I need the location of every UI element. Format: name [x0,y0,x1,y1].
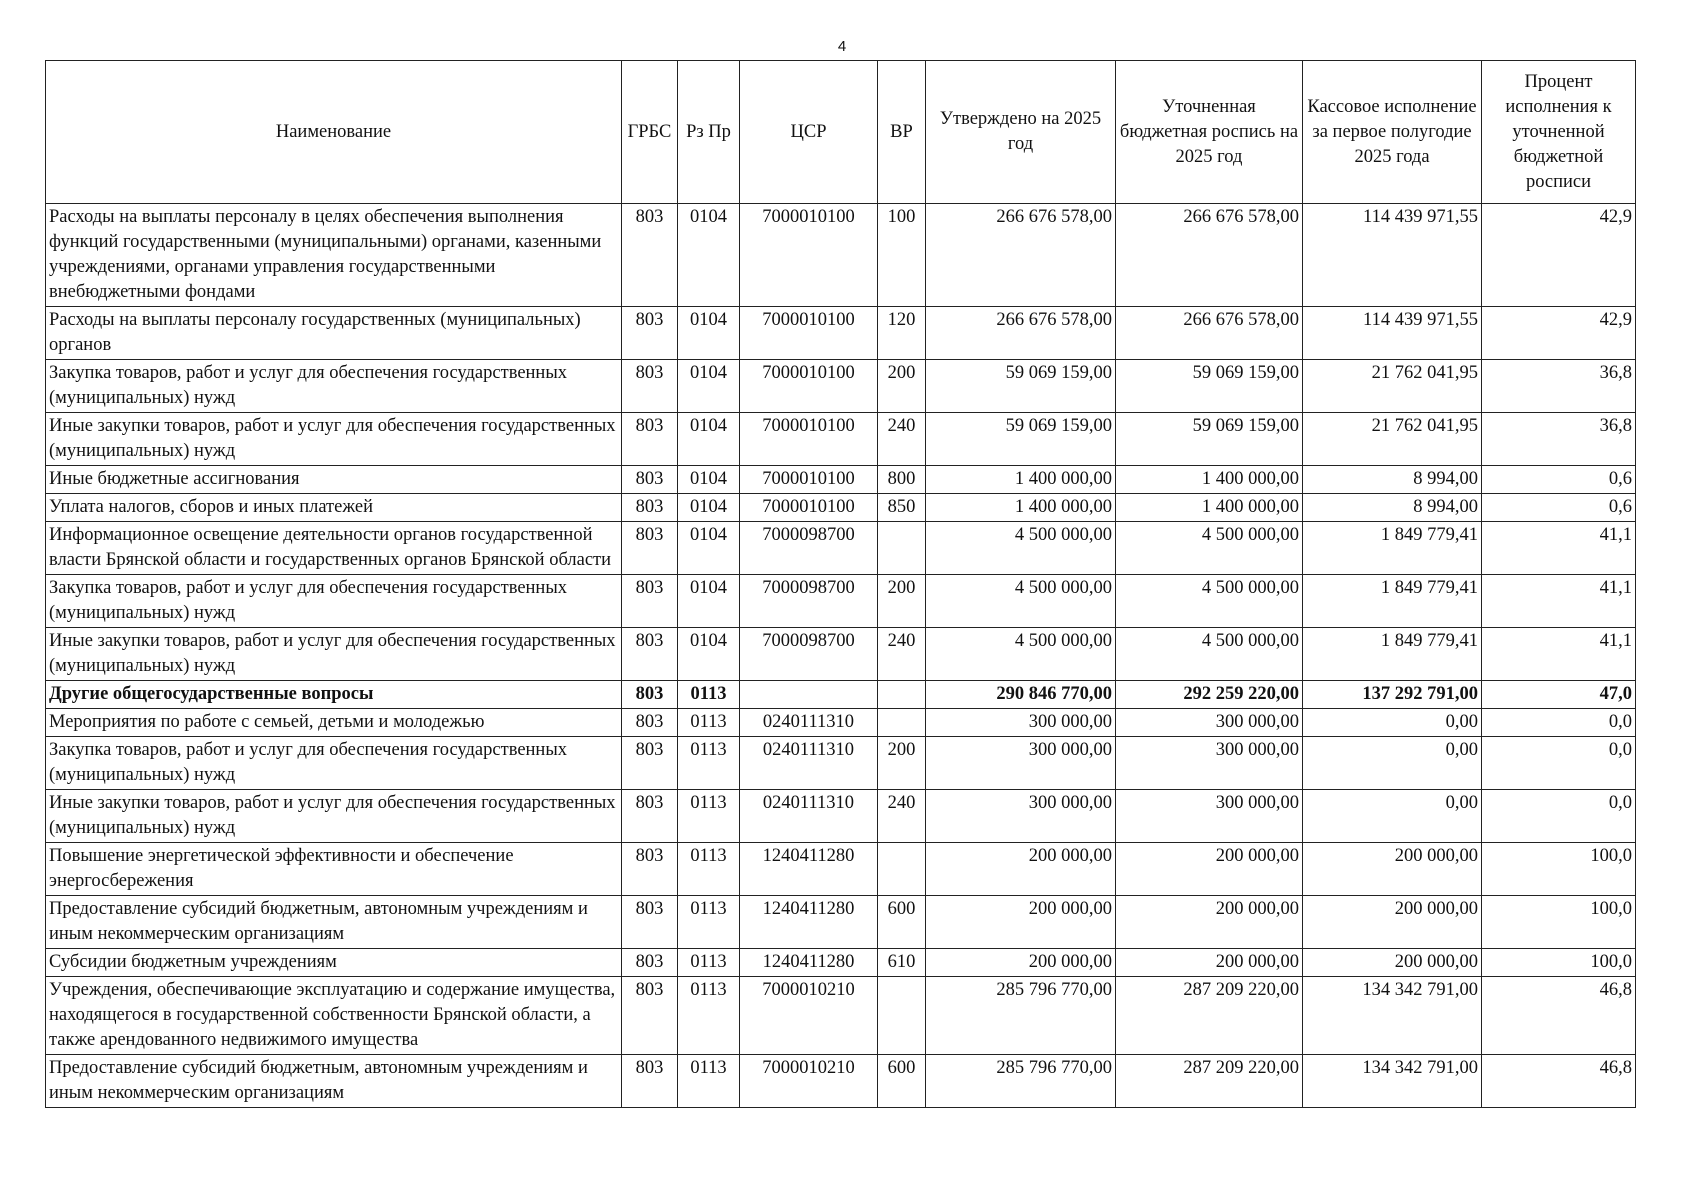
cell-percent: 46,8 [1482,1055,1636,1108]
cell-percent: 100,0 [1482,843,1636,896]
cell-rzpr: 0113 [678,709,740,737]
cell-approved: 200 000,00 [926,896,1116,949]
cell-rzpr: 0104 [678,204,740,307]
cell-vr: 850 [878,494,926,522]
cell-percent: 100,0 [1482,949,1636,977]
cell-grbs: 803 [622,360,678,413]
cell-name: Субсидии бюджетным учреждениям [46,949,622,977]
header-cash: Кассовое исполнение за первое полугодие 2025 года [1303,61,1482,204]
table-row [46,737,1636,790]
cell-cash: 200 000,00 [1303,843,1482,896]
cell-name: Мероприятия по работе с семьей, детьми и молодежью [46,709,622,737]
cell-rzpr: 0104 [678,413,740,466]
cell-approved: 266 676 578,00 [926,307,1116,360]
table-row [46,681,1636,709]
cell-cash: 137 292 791,00 [1303,681,1482,709]
table-row [46,575,1636,628]
cell-rzpr: 0113 [678,896,740,949]
cell-vr: 100 [878,204,926,307]
cell-percent: 0,6 [1482,494,1636,522]
cell-approved: 290 846 770,00 [926,681,1116,709]
cell-grbs: 803 [622,494,678,522]
table-row [46,790,1636,843]
cell-refined: 300 000,00 [1116,709,1303,737]
budget-execution-table [45,60,1636,1108]
cell-rzpr: 0113 [678,790,740,843]
cell-approved: 266 676 578,00 [926,204,1116,307]
cell-grbs: 803 [622,681,678,709]
cell-approved: 285 796 770,00 [926,977,1116,1055]
cell-vr: 120 [878,307,926,360]
cell-name: Расходы на выплаты персоналу государственных (муниципальных) органов [46,307,622,360]
cell-csr: 1240411280 [740,896,878,949]
cell-percent: 42,9 [1482,204,1636,307]
cell-rzpr: 0113 [678,681,740,709]
cell-percent: 42,9 [1482,307,1636,360]
cell-name: Повышение энергетической эффективности и обеспечение энергосбережения [46,843,622,896]
cell-cash: 200 000,00 [1303,949,1482,977]
cell-vr: 200 [878,360,926,413]
cell-csr: 7000010100 [740,466,878,494]
cell-grbs: 803 [622,949,678,977]
cell-refined: 59 069 159,00 [1116,413,1303,466]
header-csr: ЦСР [740,61,878,204]
cell-grbs: 803 [622,575,678,628]
header-rzpr: Рз Пр [678,61,740,204]
cell-grbs: 803 [622,413,678,466]
cell-vr [878,843,926,896]
table-row [46,204,1636,307]
cell-csr: 0240111310 [740,737,878,790]
cell-vr [878,522,926,575]
cell-rzpr: 0104 [678,466,740,494]
table-row [46,522,1636,575]
cell-grbs: 803 [622,790,678,843]
cell-grbs: 803 [622,466,678,494]
cell-approved: 285 796 770,00 [926,1055,1116,1108]
cell-percent: 46,8 [1482,977,1636,1055]
cell-csr: 7000010100 [740,413,878,466]
cell-vr: 600 [878,896,926,949]
header-grbs: ГРБС [622,61,678,204]
header-name: Наименование [46,61,622,204]
cell-rzpr: 0104 [678,494,740,522]
cell-refined: 4 500 000,00 [1116,628,1303,681]
cell-cash: 1 849 779,41 [1303,522,1482,575]
cell-percent: 36,8 [1482,413,1636,466]
table-row [46,709,1636,737]
cell-vr: 240 [878,413,926,466]
cell-approved: 59 069 159,00 [926,413,1116,466]
cell-cash: 200 000,00 [1303,896,1482,949]
cell-refined: 59 069 159,00 [1116,360,1303,413]
cell-cash: 134 342 791,00 [1303,977,1482,1055]
cell-rzpr: 0113 [678,1055,740,1108]
cell-percent: 0,0 [1482,737,1636,790]
cell-approved: 1 400 000,00 [926,466,1116,494]
cell-grbs: 803 [622,737,678,790]
cell-rzpr: 0104 [678,522,740,575]
cell-vr: 800 [878,466,926,494]
cell-csr [740,681,878,709]
cell-cash: 8 994,00 [1303,494,1482,522]
cell-approved: 4 500 000,00 [926,628,1116,681]
cell-grbs: 803 [622,307,678,360]
cell-approved: 300 000,00 [926,737,1116,790]
table-row [46,466,1636,494]
cell-grbs: 803 [622,843,678,896]
table-row [46,1055,1636,1108]
cell-refined: 287 209 220,00 [1116,977,1303,1055]
cell-percent: 41,1 [1482,575,1636,628]
cell-csr: 7000010100 [740,204,878,307]
cell-vr: 240 [878,628,926,681]
cell-csr: 7000010210 [740,977,878,1055]
cell-vr [878,681,926,709]
cell-percent: 0,6 [1482,466,1636,494]
cell-name: Закупка товаров, работ и услуг для обеспечения государственных (муниципальных) нужд [46,360,622,413]
cell-approved: 300 000,00 [926,709,1116,737]
cell-csr: 1240411280 [740,843,878,896]
cell-grbs: 803 [622,1055,678,1108]
cell-cash: 1 849 779,41 [1303,575,1482,628]
cell-csr: 7000098700 [740,628,878,681]
table-row [46,896,1636,949]
table-header-row [46,61,1636,204]
cell-cash: 8 994,00 [1303,466,1482,494]
cell-refined: 1 400 000,00 [1116,494,1303,522]
cell-rzpr: 0104 [678,307,740,360]
cell-name: Иные бюджетные ассигнования [46,466,622,494]
cell-grbs: 803 [622,896,678,949]
cell-approved: 200 000,00 [926,843,1116,896]
cell-csr: 1240411280 [740,949,878,977]
cell-csr: 7000010100 [740,307,878,360]
cell-grbs: 803 [622,977,678,1055]
table-row [46,413,1636,466]
cell-rzpr: 0104 [678,360,740,413]
table-row [46,977,1636,1055]
cell-grbs: 803 [622,628,678,681]
header-approved: Утверждено на 2025 год [926,61,1116,204]
table-row [46,628,1636,681]
cell-approved: 59 069 159,00 [926,360,1116,413]
cell-grbs: 803 [622,204,678,307]
cell-cash: 134 342 791,00 [1303,1055,1482,1108]
cell-name: Закупка товаров, работ и услуг для обеспечения государственных (муниципальных) нужд [46,575,622,628]
cell-approved: 200 000,00 [926,949,1116,977]
cell-refined: 4 500 000,00 [1116,522,1303,575]
cell-refined: 287 209 220,00 [1116,1055,1303,1108]
cell-rzpr: 0104 [678,628,740,681]
cell-grbs: 803 [622,522,678,575]
cell-approved: 300 000,00 [926,790,1116,843]
cell-cash: 0,00 [1303,737,1482,790]
cell-vr: 200 [878,737,926,790]
cell-refined: 300 000,00 [1116,737,1303,790]
cell-csr: 7000098700 [740,522,878,575]
cell-name: Информационное освещение деятельности органов государственной власти Брянской области и государственных органов Брянской области [46,522,622,575]
table-body [46,204,1636,1108]
cell-refined: 4 500 000,00 [1116,575,1303,628]
table-row [46,494,1636,522]
cell-cash: 114 439 971,55 [1303,307,1482,360]
cell-approved: 4 500 000,00 [926,575,1116,628]
cell-rzpr: 0104 [678,575,740,628]
cell-vr: 600 [878,1055,926,1108]
cell-percent: 36,8 [1482,360,1636,413]
cell-percent: 41,1 [1482,628,1636,681]
cell-refined: 300 000,00 [1116,790,1303,843]
cell-cash: 114 439 971,55 [1303,204,1482,307]
cell-rzpr: 0113 [678,843,740,896]
cell-rzpr: 0113 [678,737,740,790]
cell-cash: 21 762 041,95 [1303,360,1482,413]
cell-csr: 7000098700 [740,575,878,628]
cell-csr: 7000010100 [740,494,878,522]
cell-vr: 200 [878,575,926,628]
cell-percent: 47,0 [1482,681,1636,709]
cell-name: Иные закупки товаров, работ и услуг для обеспечения государственных (муниципальных) нужд [46,790,622,843]
cell-name: Расходы на выплаты персоналу в целях обеспечения выполнения функций государственными (муниципальными) органами, казенными учреждениями, органами управления государственными внебюджетными фондами [46,204,622,307]
page-number: 4 [837,38,847,55]
table-row [46,360,1636,413]
cell-percent: 41,1 [1482,522,1636,575]
cell-refined: 1 400 000,00 [1116,466,1303,494]
cell-rzpr: 0113 [678,949,740,977]
cell-percent: 0,0 [1482,790,1636,843]
cell-vr [878,709,926,737]
cell-rzpr: 0113 [678,977,740,1055]
cell-name: Иные закупки товаров, работ и услуг для обеспечения государственных (муниципальных) нужд [46,628,622,681]
cell-cash: 21 762 041,95 [1303,413,1482,466]
cell-csr: 0240111310 [740,790,878,843]
cell-refined: 266 676 578,00 [1116,307,1303,360]
cell-name: Предоставление субсидий бюджетным, автономным учреждениям и иным некоммерческим организациям [46,896,622,949]
cell-name: Предоставление субсидий бюджетным, автономным учреждениям и иным некоммерческим организациям [46,1055,622,1108]
cell-refined: 200 000,00 [1116,949,1303,977]
cell-name: Закупка товаров, работ и услуг для обеспечения государственных (муниципальных) нужд [46,737,622,790]
cell-name: Уплата налогов, сборов и иных платежей [46,494,622,522]
cell-approved: 1 400 000,00 [926,494,1116,522]
cell-refined: 200 000,00 [1116,843,1303,896]
header-refined: Уточненная бюджетная роспись на 2025 год [1116,61,1303,204]
cell-vr [878,977,926,1055]
cell-name: Другие общегосударственные вопросы [46,681,622,709]
cell-name: Иные закупки товаров, работ и услуг для обеспечения государственных (муниципальных) нужд [46,413,622,466]
cell-cash: 1 849 779,41 [1303,628,1482,681]
cell-csr: 7000010210 [740,1055,878,1108]
table-row [46,843,1636,896]
cell-name: Учреждения, обеспечивающие эксплуатацию и содержание имущества, находящегося в государственной собственности Брянской области, а также арендованного недвижимого имущества [46,977,622,1055]
cell-refined: 200 000,00 [1116,896,1303,949]
cell-cash: 0,00 [1303,790,1482,843]
cell-csr: 7000010100 [740,360,878,413]
cell-percent: 100,0 [1482,896,1636,949]
cell-csr: 0240111310 [740,709,878,737]
table-row [46,949,1636,977]
cell-percent: 0,0 [1482,709,1636,737]
cell-refined: 266 676 578,00 [1116,204,1303,307]
header-percent: Процент исполнения к уточненной бюджетной росписи [1482,61,1636,204]
table-row [46,307,1636,360]
cell-vr: 240 [878,790,926,843]
header-vr: ВР [878,61,926,204]
cell-grbs: 803 [622,709,678,737]
cell-cash: 0,00 [1303,709,1482,737]
cell-approved: 4 500 000,00 [926,522,1116,575]
cell-vr: 610 [878,949,926,977]
cell-refined: 292 259 220,00 [1116,681,1303,709]
